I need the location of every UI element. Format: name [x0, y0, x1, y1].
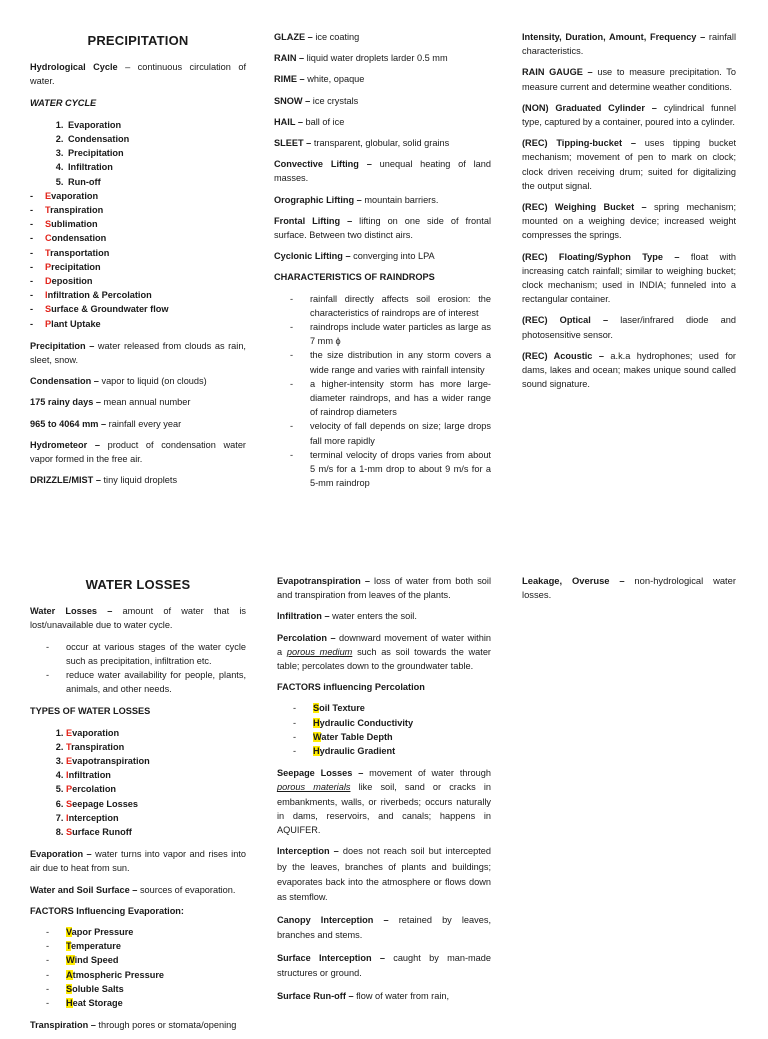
term: Hydrological Cycle — [30, 62, 118, 73]
list-item: - Hydraulic Conductivity — [293, 716, 491, 730]
list-item: - Precipitation — [30, 260, 246, 274]
water-losses-column — [30, 574, 246, 1039]
list-item: - Wind Speed — [46, 953, 246, 967]
percolation-factors-heading: FACTORS influencing Percolation — [277, 682, 425, 693]
percolation-factors-list — [277, 701, 491, 758]
definition-hail: HAIL – ball of ice — [274, 116, 345, 127]
rain-gauge-column — [522, 30, 736, 398]
definition-seepage-losses: Seepage Losses – movement of water through porous materials like soil, sand or cracks in embankments, walls, or riverbeds; occurs naturally in dams, reservoirs, and canals; happens in AQUIFER. — [277, 768, 491, 836]
list-item: 1. Evaporation — [66, 118, 246, 132]
list-item: - Hydraulic Gradient — [293, 744, 491, 758]
definition-drizzle: DRIZZLE/MIST – tiny liquid droplets — [30, 475, 178, 486]
section-title-precipitation: PRECIPITATION — [87, 33, 189, 48]
definition-optical: (REC) Optical – laser/infrared diode and photosensitive sensor. — [522, 315, 736, 340]
list-item: - Transportation — [30, 246, 246, 260]
list-item: - the size distribution in any storm covers a wide range and varies with rainfall intensity — [290, 348, 491, 376]
list-item: 7. Interception — [66, 811, 246, 825]
raindrops-heading: CHARACTERISTICS OF RAINDROPS — [274, 272, 435, 283]
definition-rain-gauge: RAIN GAUGE – use to measure precipitation. To measure current and determine weather conditions. — [522, 67, 736, 92]
definition-condensation: Condensation – vapor to liquid (on clouds) — [30, 376, 207, 387]
list-item: - Water Table Depth — [293, 730, 491, 744]
definition-floating-syphon: (REC) Floating/Syphon Type – float with increasing catch rainfall; similar to weighing bucket; clock mechanism; used in INDIA; funneled into a rectangular container. — [522, 251, 736, 305]
list-item: 2. Condensation — [66, 132, 246, 146]
water-cycle-heading: WATER CYCLE — [30, 97, 97, 108]
list-item: - Soluble Salts — [46, 982, 246, 996]
list-item: - Temperature — [46, 939, 246, 953]
definition-convective-lifting: Convective Lifting – unequal heating of land masses. — [274, 159, 492, 184]
list-item: - Soil Texture — [293, 701, 491, 715]
water-losses-points — [30, 640, 246, 697]
list-item: - Deposition — [30, 274, 246, 288]
list-item: - Plant Uptake — [30, 317, 246, 331]
list-item: 6. Seepage Losses — [66, 797, 246, 811]
list-item: 8. Surface Runoff — [66, 825, 246, 839]
definition-precipitation: Precipitation – water released from clouds as rain, sleet, snow. — [30, 340, 246, 366]
definition-canopy-interception: Canopy Interception – retained by leaves, branches and stems. — [277, 914, 491, 941]
hydrological-cycle-def — [30, 60, 246, 88]
definition-hydrometeor: Hydrometeor – product of condensation water vapor formed in the free air. — [30, 439, 246, 465]
raindrop-characteristics-list — [274, 292, 491, 491]
list-item: 3. Evapotranspiration — [66, 754, 246, 768]
list-item: - Surface & Groundwater flow — [30, 302, 246, 316]
list-item: - Condensation — [30, 231, 246, 245]
water-losses-column-2 — [277, 574, 491, 1011]
types-heading: TYPES OF WATER LOSSES — [30, 706, 151, 717]
definition-rain: RAIN – liquid water droplets larder 0.5 mm — [274, 53, 448, 64]
list-item: - Atmospheric Pressure — [46, 968, 246, 982]
definition-rainy-days: 175 rainy days – mean annual number — [30, 397, 191, 408]
list-item: - rainfall directly affects soil erosion: the characteristics of raindrops are of interest — [290, 292, 491, 320]
list-item: - raindrops include water particles as large as 7 mm ϕ — [290, 320, 491, 348]
list-item: - Infiltration & Percolation — [30, 288, 246, 302]
precipitation-column — [30, 30, 246, 494]
definition-glaze: GLAZE – ice coating — [274, 32, 360, 42]
list-item: - terminal velocity of drops varies from about 5 m/s for a 1-mm drop to about 9 m/s for a 5-mm raindrop — [290, 448, 491, 491]
definition-surface-interception: Surface Interception – caught by man-made structures or ground. — [277, 952, 491, 979]
list-item: - Evaporation — [30, 189, 246, 203]
definition-sleet: SLEET – transparent, globular, solid grains — [274, 138, 450, 149]
definition-leakage-overuse: Leakage, Overuse – non-hydrological water losses. — [522, 575, 736, 601]
definition-orographic-lifting: Orographic Lifting – mountain barriers. — [274, 194, 439, 205]
precipitation-forms-column — [274, 30, 491, 498]
list-item: - a higher-intensity storm has more large-diameter raindrops, and has a wider range of raindrop diameters — [290, 377, 491, 420]
definition-rainfall-range: 965 to 4064 mm – rainfall every year — [30, 418, 182, 429]
section-title-water-losses: WATER LOSSES — [85, 577, 191, 592]
definition-tipping-bucket: (REC) Tipping-bucket – uses tipping bucket mechanism; movement of pen to mark on clock; clock driven receiving drum; suited for digitalizing the output signal. — [522, 138, 737, 191]
list-item: - Sublimation — [30, 217, 246, 231]
definition-cyclonic-lifting: Cyclonic Lifting – converging into LPA — [274, 251, 435, 262]
list-item: 2. Transpiration — [66, 740, 246, 754]
definition: – continuous circulation of water. — [30, 62, 246, 87]
definition-graduated-cylinder: (NON) Graduated Cylinder – cylindrical funnel type, captured by a container, poured into a cylinder. — [522, 102, 736, 128]
definition-frontal-lifting: Frontal Lifting – lifting on one side of frontal surface. Between two distinct airs. — [274, 215, 491, 241]
definition-surface-runoff: Surface Run-off – flow of water from rain, — [277, 990, 450, 1001]
list-item: - Vapor Pressure — [46, 925, 246, 939]
definition-rime: RIME – white, opaque — [274, 74, 365, 85]
water-cycle-mnemonic-list — [30, 189, 246, 331]
water-losses-column-3 — [522, 574, 736, 609]
list-item: 3. Precipitation — [66, 146, 246, 160]
definition-water-losses: Water Losses – amount of water that is lost/unavailable due to water cycle. — [30, 606, 247, 631]
definition-weighing-bucket: (REC) Weighing Bucket – spring mechanism; mounted on a weighing device; increased weight compresses the springs. — [522, 202, 736, 241]
list-item: 5. Run-off — [66, 175, 246, 189]
list-item: - Transpiration — [30, 203, 246, 217]
water-cycle-steps — [30, 118, 246, 189]
definition-interception: Interception – does not reach soil but intercepted by the leaves, branches of plants and buildings; evaporates back into the atmosphere or flows down as stemflow. — [277, 846, 491, 903]
definition-transpiration: Transpiration – through pores or stomata/opening — [30, 1020, 237, 1031]
definition-evapotranspiration: Evapotranspiration – loss of water from both soil and transpiration from leaves of the plants. — [277, 576, 492, 601]
list-item: 4. Infiltration — [66, 768, 246, 782]
definition-snow: SNOW – ice crystals — [274, 95, 359, 106]
list-item: 5. Percolation — [66, 782, 246, 796]
list-item: - Heat Storage — [46, 996, 246, 1010]
evaporation-factors-heading: FACTORS Influencing Evaporation: — [30, 905, 184, 916]
definition-percolation: Percolation – downward movement of water within a porous medium such as soil towards the water table; percolates down to the groundwater table. — [277, 632, 491, 672]
list-item: - velocity of fall depends on size; large drops fall more rapidly — [290, 419, 491, 447]
definition-rainfall-characteristics: Intensity, Duration, Amount, Frequency – rainfall characteristics. — [522, 32, 736, 57]
definition-evaporation: Evaporation – water turns into vapor and rises into air due to heat from sun. — [30, 849, 246, 874]
definition-water-soil-surface: Water and Soil Surface – sources of evaporation. — [30, 884, 236, 895]
list-item: - reduce water availability for people, plants, animals, and other needs. — [46, 668, 246, 696]
list-item: 4. Infiltration — [66, 160, 246, 174]
list-item: - occur at various stages of the water cycle such as precipitation, infiltration etc. — [46, 640, 246, 668]
definition-acoustic: (REC) Acoustic – a.k.a hydrophones; used for dams, lakes and ocean; makes unique sound called sound signature. — [522, 350, 736, 390]
list-item: 1. Evaporation — [66, 726, 246, 740]
types-of-water-losses — [30, 726, 246, 840]
definition-infiltration: Infiltration – water enters the soil. — [277, 611, 417, 622]
evaporation-factors-list — [30, 925, 246, 1010]
